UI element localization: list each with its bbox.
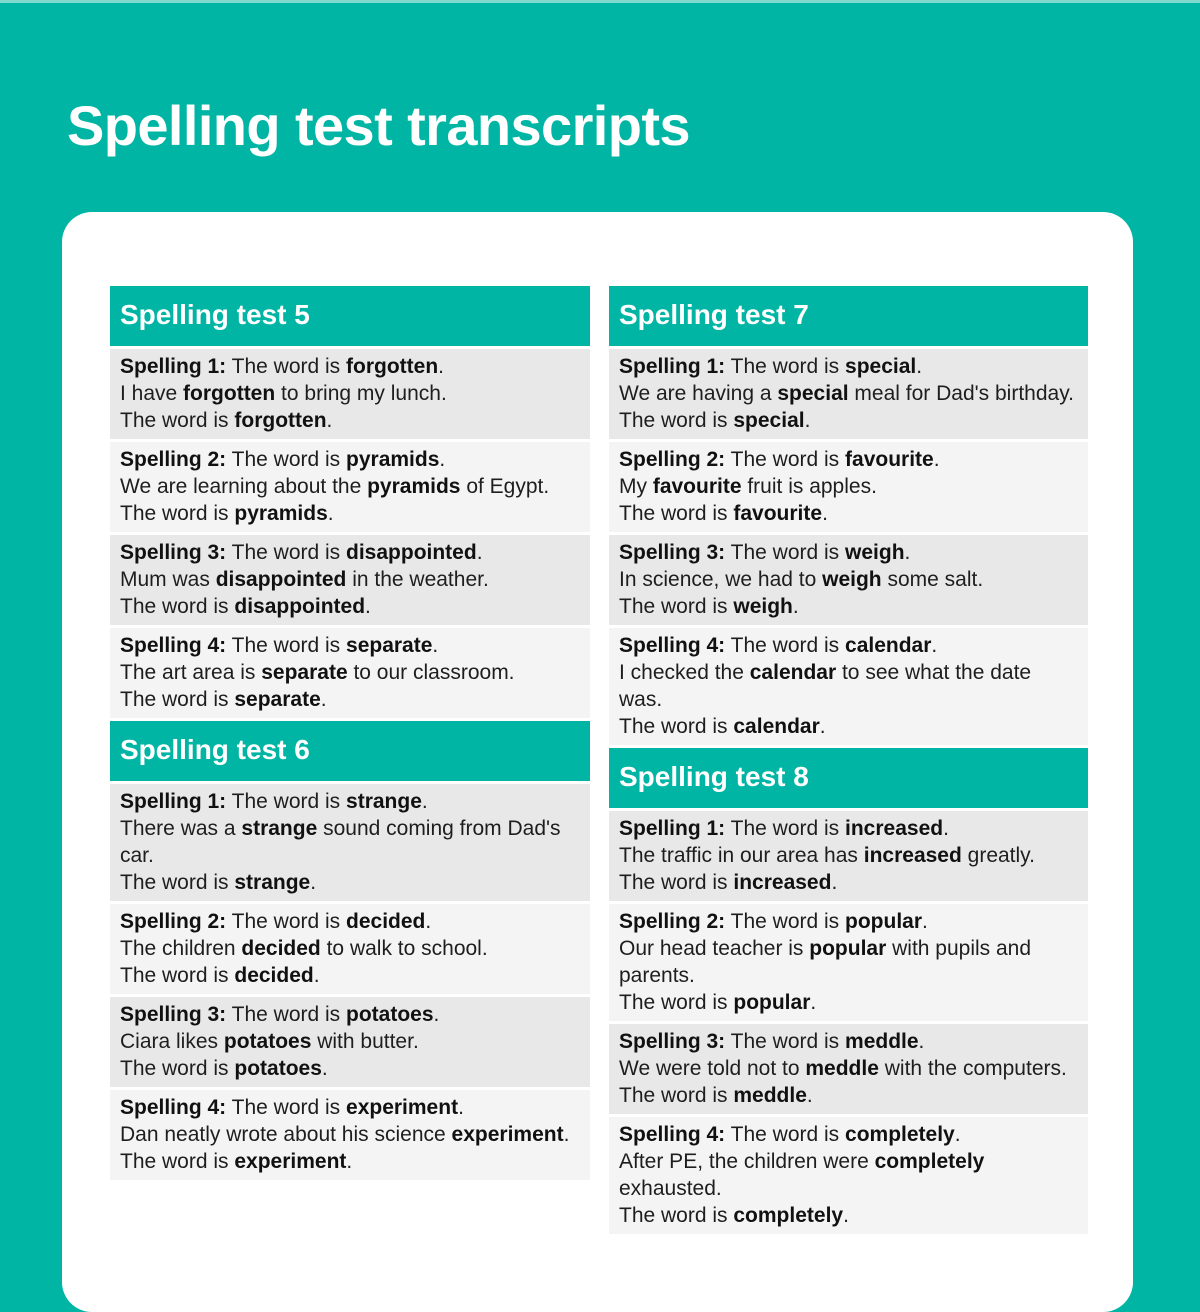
sentence-text: The children — [120, 937, 242, 960]
spelling-item — [609, 904, 1088, 1021]
item-intro-text: The word is — [725, 910, 846, 933]
item-outro-line — [120, 1055, 580, 1082]
spelling-word: completely — [733, 1204, 844, 1227]
example-sentence — [120, 473, 580, 500]
spelling-word: experiment — [234, 1150, 347, 1173]
spelling-item — [110, 1090, 590, 1180]
item-outro-line — [619, 407, 1078, 434]
spelling-word: experiment — [346, 1096, 459, 1119]
item-label: Spelling 1: — [120, 355, 227, 378]
item-outro-line — [619, 500, 1078, 527]
item-intro-line — [120, 788, 580, 815]
item-outro-line — [120, 962, 580, 989]
punctuation: . — [904, 541, 911, 564]
punctuation: . — [310, 871, 317, 894]
example-sentence — [619, 1148, 1078, 1202]
item-outro-text: The word is — [120, 409, 235, 432]
item-intro-text: The word is — [226, 355, 347, 378]
punctuation: . — [320, 688, 327, 711]
spelling-item — [609, 535, 1088, 625]
sentence-text: some salt. — [881, 568, 984, 591]
item-outro-text: The word is — [619, 991, 734, 1014]
item-intro-line — [120, 353, 580, 380]
right-column — [609, 286, 1088, 1237]
punctuation: . — [439, 448, 446, 471]
item-intro-line — [619, 908, 1078, 935]
item-outro-text: The word is — [120, 1150, 235, 1173]
sentence-text: We are learning about the — [120, 475, 368, 498]
item-intro-text: The word is — [725, 817, 846, 840]
sentence-text: In science, we had to — [619, 568, 823, 591]
item-outro-line — [120, 686, 580, 713]
spelling-word: special — [733, 409, 805, 432]
sentence-text: to our classroom. — [347, 661, 515, 684]
section-header: Spelling test 8 — [609, 748, 1088, 808]
item-intro-line — [120, 446, 580, 473]
item-label: Spelling 4: — [619, 1123, 726, 1146]
punctuation: . — [943, 817, 949, 840]
punctuation: . — [843, 1204, 849, 1227]
spelling-word: calendar — [733, 715, 820, 738]
section-header: Spelling test 5 — [110, 286, 590, 346]
spelling-word: weigh — [822, 568, 882, 591]
item-intro-text: The word is — [226, 1096, 347, 1119]
punctuation: . — [931, 634, 938, 657]
punctuation: . — [916, 355, 923, 378]
item-outro-text: The word is — [120, 871, 235, 894]
punctuation: . — [954, 1123, 961, 1146]
spelling-word: increased — [845, 817, 944, 840]
spelling-word: decided — [234, 964, 314, 987]
sentence-text: We are having a — [619, 382, 778, 405]
example-sentence — [120, 935, 580, 962]
item-intro-text: The word is — [725, 448, 846, 471]
item-outro-text: The word is — [120, 1057, 235, 1080]
sentence-text: to bring my lunch. — [275, 382, 447, 405]
sentence-text: exhausted. — [619, 1177, 722, 1200]
sentence-text: to see what the date was. — [619, 661, 1032, 711]
punctuation: . — [365, 595, 371, 618]
item-intro-text: The word is — [226, 1003, 347, 1026]
example-sentence — [619, 473, 1078, 500]
punctuation: . — [321, 1057, 328, 1080]
item-intro-text: The word is — [725, 355, 846, 378]
punctuation: . — [432, 634, 439, 657]
spelling-word: calendar — [845, 634, 932, 657]
sentence-text: with butter. — [311, 1030, 419, 1053]
item-intro-text: The word is — [725, 1123, 846, 1146]
spelling-word: favourite — [845, 448, 934, 471]
item-outro-line — [619, 1202, 1078, 1229]
item-outro-text: The word is — [120, 595, 235, 618]
example-sentence — [120, 659, 580, 686]
item-label: Spelling 1: — [619, 355, 726, 378]
item-outro-line — [120, 407, 580, 434]
item-label: Spelling 1: — [120, 790, 227, 813]
spelling-word: decided — [241, 937, 321, 960]
spelling-word: weigh — [845, 541, 905, 564]
spelling-word: meddle — [733, 1084, 807, 1107]
spelling-item — [609, 1024, 1088, 1114]
item-intro-line — [120, 539, 580, 566]
punctuation: . — [922, 910, 928, 933]
item-intro-line — [120, 1094, 580, 1121]
sentence-text: Mum was — [120, 568, 216, 591]
spelling-word: separate — [234, 688, 321, 711]
spelling-word: pyramids — [234, 502, 328, 525]
sentence-text: The art area is — [120, 661, 262, 684]
sentence-text: I have — [120, 382, 184, 405]
spelling-word: completely — [874, 1150, 985, 1173]
sentence-text: Our head teacher is — [619, 937, 810, 960]
spelling-word: potatoes — [223, 1030, 312, 1053]
item-label: Spelling 3: — [120, 1003, 227, 1026]
punctuation: . — [806, 1084, 813, 1107]
item-label: Spelling 4: — [120, 634, 227, 657]
item-outro-line — [619, 869, 1078, 896]
top-strip — [0, 0, 1200, 3]
item-outro-line — [120, 869, 580, 896]
spelling-word: completely — [845, 1123, 955, 1146]
example-sentence — [120, 815, 580, 869]
spelling-word: forgotten — [346, 355, 439, 378]
spelling-item — [110, 349, 590, 439]
item-outro-text: The word is — [619, 715, 734, 738]
sentence-text: After PE, the children were — [619, 1150, 875, 1173]
item-label: Spelling 4: — [120, 1096, 227, 1119]
spelling-item — [110, 628, 590, 718]
item-outro-line — [619, 989, 1078, 1016]
example-sentence — [120, 1121, 580, 1148]
item-label: Spelling 2: — [120, 910, 227, 933]
sentence-text: of Egypt. — [460, 475, 550, 498]
spelling-item — [110, 997, 590, 1087]
spelling-word: favourite — [652, 475, 742, 498]
spelling-word: calendar — [749, 661, 837, 684]
item-intro-line — [619, 815, 1078, 842]
item-label: Spelling 1: — [619, 817, 726, 840]
sentence-text: Dan neatly wrote about his science — [120, 1123, 452, 1146]
spelling-item — [609, 442, 1088, 532]
punctuation: . — [327, 502, 334, 525]
example-sentence — [120, 380, 580, 407]
spelling-word: increased — [733, 871, 832, 894]
spelling-word: separate — [346, 634, 433, 657]
sentence-text: My — [619, 475, 653, 498]
section-header: Spelling test 7 — [609, 286, 1088, 346]
spelling-word: pyramids — [367, 475, 461, 498]
section-header: Spelling test 6 — [110, 721, 590, 781]
spelling-word: disappointed — [234, 595, 366, 618]
spelling-word: potatoes — [234, 1057, 322, 1080]
item-outro-text: The word is — [619, 1084, 734, 1107]
item-outro-line — [619, 1082, 1078, 1109]
sentence-text: meal for Dad's birthday. — [848, 382, 1074, 405]
punctuation: . — [810, 991, 817, 1014]
example-sentence — [619, 566, 1078, 593]
spelling-word: increased — [863, 844, 962, 867]
spelling-word: meddle — [845, 1030, 919, 1053]
item-label: Spelling 3: — [619, 1030, 726, 1053]
spelling-word: popular — [809, 937, 887, 960]
item-intro-text: The word is — [226, 634, 347, 657]
example-sentence — [619, 1055, 1078, 1082]
spelling-word: pyramids — [346, 448, 440, 471]
item-outro-text: The word is — [120, 964, 235, 987]
spelling-item — [110, 904, 590, 994]
sentence-text: . — [563, 1123, 570, 1146]
spelling-test-section — [110, 286, 590, 718]
item-outro-text: The word is — [619, 409, 734, 432]
item-intro-text: The word is — [226, 541, 347, 564]
punctuation: . — [819, 715, 826, 738]
sentence-text: in the weather. — [346, 568, 489, 591]
spelling-word: popular — [845, 910, 923, 933]
sentence-text: with pupils and parents. — [619, 937, 1032, 987]
page-title: Spelling test transcripts — [67, 94, 690, 157]
example-sentence — [619, 935, 1078, 989]
item-outro-line — [120, 593, 580, 620]
spelling-item — [609, 349, 1088, 439]
spelling-word: special — [777, 382, 849, 405]
spelling-word: favourite — [733, 502, 823, 525]
sentence-text: We were told not to — [619, 1057, 806, 1080]
item-outro-line — [120, 1148, 580, 1175]
item-intro-line — [619, 353, 1078, 380]
sentence-text: with the computers. — [878, 1057, 1067, 1080]
punctuation: . — [933, 448, 940, 471]
item-label: Spelling 2: — [619, 910, 726, 933]
spelling-word: strange — [241, 817, 318, 840]
item-outro-line — [619, 713, 1078, 740]
item-outro-text: The word is — [619, 871, 734, 894]
spelling-item — [609, 628, 1088, 745]
spelling-item — [609, 811, 1088, 901]
item-intro-line — [619, 632, 1078, 659]
item-intro-line — [619, 1121, 1078, 1148]
punctuation: . — [792, 595, 799, 618]
item-outro-text: The word is — [120, 688, 235, 711]
spelling-word: forgotten — [234, 409, 327, 432]
punctuation: . — [421, 790, 428, 813]
spelling-word: forgotten — [183, 382, 276, 405]
spelling-word: strange — [346, 790, 422, 813]
spelling-item — [110, 442, 590, 532]
item-intro-text: The word is — [226, 910, 347, 933]
punctuation: . — [346, 1150, 353, 1173]
left-column — [110, 286, 590, 1183]
sentence-text: sound coming from Dad's car. — [120, 817, 561, 867]
spelling-word: popular — [733, 991, 811, 1014]
punctuation: . — [458, 1096, 464, 1119]
spelling-word: special — [845, 355, 917, 378]
item-outro-text: The word is — [619, 1204, 734, 1227]
spelling-word: decided — [346, 910, 426, 933]
item-label: Spelling 2: — [619, 448, 726, 471]
example-sentence — [619, 842, 1078, 869]
punctuation: . — [476, 541, 483, 564]
spelling-word: separate — [261, 661, 348, 684]
sentence-text: I checked the — [619, 661, 750, 684]
item-intro-line — [120, 1001, 580, 1028]
example-sentence — [619, 659, 1078, 713]
item-intro-text: The word is — [725, 541, 846, 564]
punctuation: . — [425, 910, 432, 933]
spelling-word: disappointed — [346, 541, 477, 564]
punctuation: . — [831, 871, 838, 894]
item-intro-line — [619, 539, 1078, 566]
punctuation: . — [326, 409, 333, 432]
item-intro-line — [619, 446, 1078, 473]
example-sentence — [120, 1028, 580, 1055]
spelling-test-section — [110, 721, 590, 1180]
spelling-item — [110, 535, 590, 625]
item-intro-text: The word is — [226, 790, 347, 813]
item-label: Spelling 4: — [619, 634, 726, 657]
sentence-text: fruit is apples. — [741, 475, 877, 498]
punctuation: . — [918, 1030, 925, 1053]
spelling-word: meddle — [805, 1057, 879, 1080]
item-intro-line — [619, 1028, 1078, 1055]
item-intro-line — [120, 908, 580, 935]
item-label: Spelling 3: — [120, 541, 227, 564]
item-outro-line — [619, 593, 1078, 620]
item-intro-text: The word is — [226, 448, 347, 471]
spelling-word: strange — [234, 871, 311, 894]
sentence-text: to walk to school. — [320, 937, 488, 960]
item-intro-line — [120, 632, 580, 659]
item-outro-text: The word is — [619, 595, 734, 618]
spelling-word: weigh — [733, 595, 793, 618]
punctuation: . — [313, 964, 320, 987]
sentence-text: The traffic in our area has — [619, 844, 864, 867]
item-outro-text: The word is — [120, 502, 235, 525]
item-outro-text: The word is — [619, 502, 734, 525]
spelling-word: disappointed — [215, 568, 347, 591]
punctuation: . — [804, 409, 811, 432]
spelling-word: experiment — [451, 1123, 564, 1146]
item-label: Spelling 3: — [619, 541, 726, 564]
sentence-text: greatly. — [961, 844, 1035, 867]
punctuation: . — [438, 355, 445, 378]
sentence-text: There was a — [120, 817, 242, 840]
item-label: Spelling 2: — [120, 448, 227, 471]
spelling-item — [609, 1117, 1088, 1234]
spelling-item — [110, 784, 590, 901]
item-outro-line — [120, 500, 580, 527]
example-sentence — [619, 380, 1078, 407]
punctuation: . — [433, 1003, 440, 1026]
spelling-word: potatoes — [346, 1003, 434, 1026]
sentence-text: Ciara likes — [120, 1030, 224, 1053]
item-intro-text: The word is — [725, 634, 846, 657]
punctuation: . — [822, 502, 828, 525]
example-sentence — [120, 566, 580, 593]
spelling-test-section — [609, 286, 1088, 745]
item-intro-text: The word is — [725, 1030, 846, 1053]
spelling-test-section — [609, 748, 1088, 1234]
